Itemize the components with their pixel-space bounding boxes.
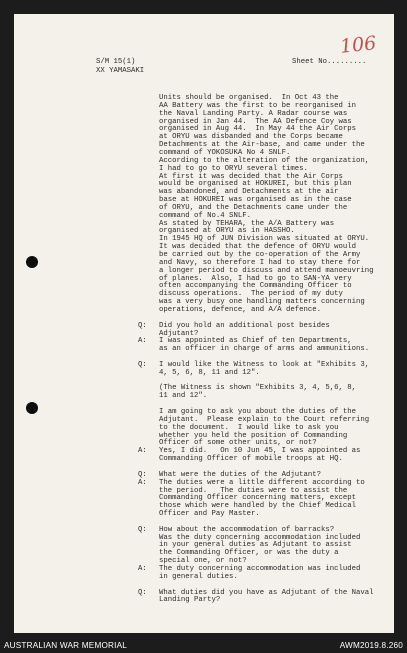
speaker-marker: A: (138, 565, 147, 573)
transcript-line: Commanding Officer of mobile troops at HQ. (159, 455, 343, 464)
transcript-line: AA Battery was the first to be reorganised in (159, 101, 357, 110)
transcript-line: was abandoned, and Detachments at the air (159, 188, 339, 197)
transcript-line: of planes. Also, I had to go to SAN-YA very (159, 274, 352, 283)
transcript-line: often accompanying the Commanding Officer to (159, 282, 352, 291)
transcript-line: What were the duties of the Adjutant? (159, 470, 322, 479)
transcript-line: command of YOKOSUKA No 4 SNLF. (159, 148, 291, 157)
transcript-line: 4, 5, 6, 8, 11 and 12". (159, 368, 260, 377)
transcript-line: a longer period to discuss and attend manoeuvring (159, 266, 374, 275)
transcript-line: As stated by TEHARA, the A/A Battery was (159, 219, 335, 228)
transcript-line: In 1945 HQ of JUN Division was situated at ORYU. (159, 235, 370, 244)
document-page (14, 14, 394, 633)
transcript-line: I had to go to ORYU several times. (159, 164, 308, 173)
transcript-line: and Navy, so therefore I had to stay there for (159, 258, 361, 267)
witness-name: XX YAMASAKI (96, 67, 145, 75)
transcript-line: organised at ORYU as in HASSHO. (159, 227, 295, 236)
transcript-line: Officer and Pay Master. (159, 510, 260, 519)
transcript-line: to the document. I would like to ask you (159, 423, 339, 432)
transcript-line: I was appointed as Chief of ten Departments, (159, 337, 352, 346)
archive-reference: AWM2019.8.260 (339, 641, 403, 650)
transcript-line: Was the duty concerning accommodation included (159, 533, 361, 542)
speaker-marker: A: (138, 478, 147, 487)
transcript-line: Adjutant. Please explain to the Court referring (159, 415, 370, 424)
transcript-line: organised in Aug 44. In May 44 the Air Corps (159, 125, 357, 134)
transcript-line: discuss operations. The period of my duty (159, 290, 343, 299)
transcript-line: Officer of some other units, or not? (159, 439, 317, 448)
handwritten-page-number: 106 (338, 32, 378, 58)
transcript-line: Did you hold an additional post besides (159, 321, 330, 330)
transcript-line: operations, defence, and A/A defence. (159, 305, 322, 314)
transcript-line: the Naval Landing Party. A Radar course was (159, 109, 348, 118)
transcript-line: According to the alteration of the organization, (159, 156, 370, 165)
speaker-marker: Q: (138, 470, 147, 479)
transcript-line: I am going to ask you about the duties of the (159, 408, 357, 416)
transcript-line: of ORYU, and the Detachments came under the (159, 203, 348, 212)
speaker-marker: A: (138, 447, 147, 456)
speaker-marker: Q: (138, 588, 147, 597)
transcript-line: Adjutant? (159, 329, 199, 338)
transcript-line: be carried out by the co-operation of the Army (159, 251, 361, 259)
archive-footer (0, 636, 407, 653)
transcript-line: those which were handled by the Chief Medical (159, 502, 357, 511)
transcript-line: How about the accommodation of barracks? (159, 525, 335, 534)
document-reference: S/M 15(1) (96, 58, 136, 66)
speaker-marker: Q: (138, 525, 147, 534)
transcript-line: in general duties. (159, 572, 238, 581)
transcript-line: It was decided that the defence of ORYU would (159, 243, 357, 252)
transcript-line: command of No.4 SNLF. (159, 211, 251, 220)
speaker-marker: Q: (138, 360, 147, 369)
transcript-line: base at HOKUREI was organised as in the case (159, 196, 352, 205)
transcript-line: the Commanding Officer, or was the duty a (159, 549, 339, 558)
transcript-line: special one, or not? (159, 557, 247, 566)
transcript-line: (The Witness is shown "Exhibits 3, 4, 5,6, 8, (159, 384, 357, 393)
transcript-line: Yes, I did. On 10 Jun 45, I was appointed as (159, 447, 361, 456)
transcript-line: at ORYU was disbanded and the Corps became (159, 133, 343, 142)
speaker-marker: A: (138, 337, 147, 346)
transcript-line: The duty concerning accommodation was included (159, 565, 361, 573)
transcript-line: as an officer in charge of arms and ammunitions. (159, 345, 370, 354)
transcript-line: Detachments at the Air-base, and came under the (159, 141, 365, 150)
transcript-line: Units should be organised. In Oct 43 the (159, 94, 339, 102)
transcript-line: in your general duties as Adjutant to assist (159, 541, 352, 550)
speaker-marker: Q: (138, 321, 147, 330)
archive-name: AUSTRALIAN WAR MEMORIAL (4, 641, 128, 650)
sheet-number-label: Sheet No......... (292, 58, 367, 66)
punch-hole-lower (26, 402, 38, 414)
transcript-line: I would like the Witness to look at "Exhibits 3, (159, 360, 370, 369)
transcript-line: 11 and 12". (159, 392, 208, 401)
transcript-line: Landing Party? (159, 596, 221, 605)
punch-hole-upper (26, 256, 38, 268)
transcript-line: was a very busy one handling matters concerning (159, 298, 365, 307)
transcript-line: would be organised at HOKUREI, but this plan (159, 180, 352, 189)
transcript-line: The duties were a little different according to (159, 478, 365, 487)
transcript-line: whether you held the position of Commanding (159, 431, 348, 440)
transcript-line: organised in Jan 44. The AA Defence Coy was (159, 117, 352, 126)
transcript-line: At first it was decided that the Air Corps (159, 172, 343, 181)
transcript-line: Commanding Officer concerning matters, except (159, 494, 357, 503)
transcript-line: What duties did you have as Adjutant of the Naval (159, 588, 374, 597)
transcript-line: the period. The duties were to assist the (159, 486, 348, 495)
